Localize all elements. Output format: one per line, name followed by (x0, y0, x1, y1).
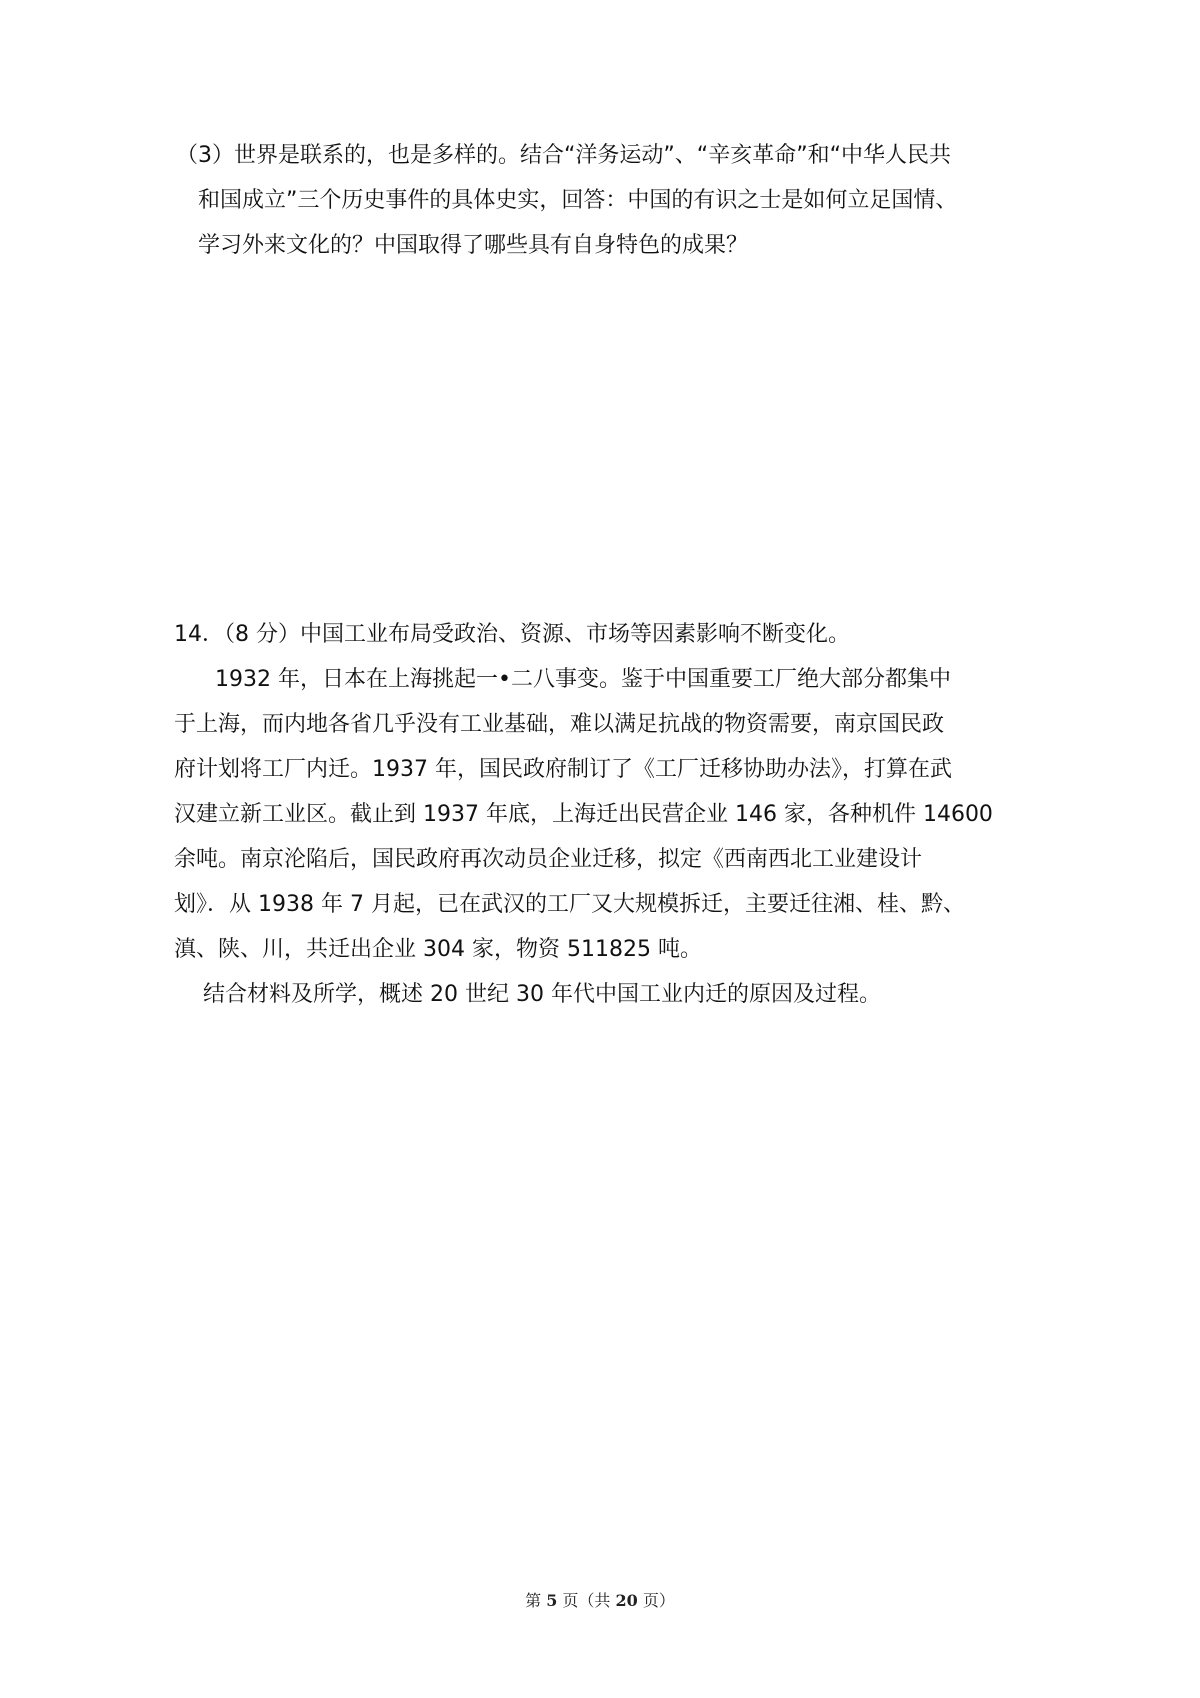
q14-material-line-3: 府计划将工厂内迁。1937 年，国民政府制订了《工厂迁移协助办法》，打算在武 (174, 757, 952, 782)
q14-material-line-4: 汉建立新工业区。截止到 1937 年底，上海迁出民营企业 146 家，各种机件 14600 (174, 802, 993, 827)
q13-part3-line-1: （3）世界是联系的，也是多样的。结合“洋务运动”、“辛亥革命”和“中华人民共 (176, 143, 951, 168)
q14-heading: 14．（8 分）中国工业布局受政治、资源、市场等因素影响不断变化。 (174, 622, 850, 647)
q14-material-line-2: 于上海，而内地各省几乎没有工业基础，难以满足抗战的物资需要，南京国民政 (174, 712, 945, 737)
page-footer (0, 1588, 1200, 1611)
q14-material-line-7: 滇、陕、川，共迁出企业 304 家，物资 511825 吨。 (174, 937, 702, 962)
q14-material-line-1: 1932 年，日本在上海挑起一•二八事变。鉴于中国重要工厂绝大部分都集中 (215, 667, 951, 692)
q14-prompt: 结合材料及所学，概述 20 世纪 30 年代中国工业内迁的原因及过程。 (203, 982, 881, 1007)
footer-total-pages: 20 (615, 1591, 638, 1610)
q14-material-line-5: 余吨。南京沦陷后，国民政府再次动员企业迁移，拟定《西南西北工业建设计 (174, 847, 923, 872)
footer-suffix: 页） (642, 1591, 675, 1610)
footer-middle: 页（共 (562, 1591, 611, 1610)
footer-prefix: 第 (525, 1591, 542, 1610)
q14-material-line-6: 划》．从 1938 年 7 月起，已在武汉的工厂又大规模拆迁，主要迁往湘、桂、黔、 (174, 892, 965, 917)
q13-part3-line-2: 和国成立”三个历史事件的具体史实，回答：中国的有识之士是如何立足国情、 (198, 188, 958, 213)
footer-page-number: 5 (546, 1591, 558, 1610)
q13-part3-line-3: 学习外来文化的？中国取得了哪些具有自身特色的成果？ (198, 233, 749, 258)
